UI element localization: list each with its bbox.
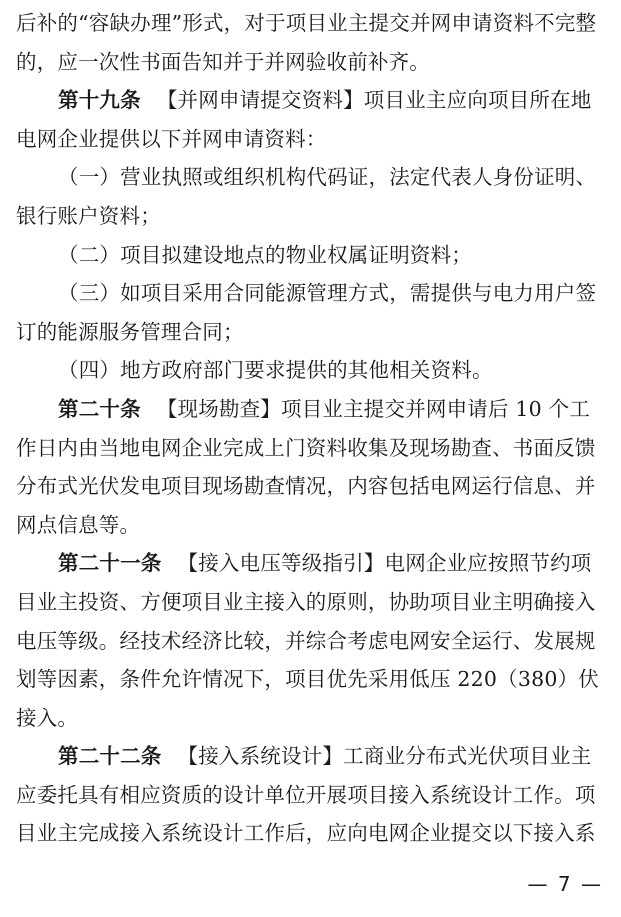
article-19-heading	[16, 81, 606, 120]
article-22-heading	[16, 737, 606, 776]
paragraph-line: 后补的“容缺办理”形式，对于项目业主提交并网申请资料不完整	[16, 11, 597, 35]
paragraph-line: 目业主完成接入系统设计工作后，应向电网企业提交以下接入系	[16, 821, 596, 846]
list-item: （二）项目拟建设地点的物业权属证明资料；	[58, 242, 472, 267]
article-21-heading	[16, 544, 606, 583]
article-text: 【现场勘查】项目业主提交并网申请后 10 个工	[156, 396, 591, 421]
document-page	[16, 4, 606, 853]
paragraph-line: 目业主投资、方便项目业主接入的原则，协助项目业主明确接入	[16, 589, 596, 614]
article-20-heading	[16, 390, 606, 429]
paragraph-line: 接入。	[16, 705, 79, 730]
paragraph-line: 作日内由当地电网企业完成上门资料收集及现场勘查、书面反馈	[16, 435, 596, 460]
article-text: 【并网申请提交资料】项目业主应向项目所在地	[156, 88, 592, 113]
paragraph-line: 的，应一次性书面告知并于并网验收前补齐。	[16, 49, 430, 74]
article-number: 第十九条	[58, 88, 141, 113]
list-item-continuation: 银行账户资料；	[16, 203, 161, 228]
paragraph-line: 应委托具有相应资质的设计单位开展项目接入系统设计工作。项	[16, 782, 596, 807]
list-item: （一）营业执照或组织机构代码证，法定代表人身份证明、	[58, 165, 597, 190]
paragraph-line: 分布式光伏发电项目现场勘查情况，内容包括电网运行信息、并	[16, 474, 596, 499]
list-item-continuation: 订的能源服务管理合同；	[16, 319, 244, 344]
article-number: 第二十二条	[58, 744, 162, 769]
paragraph-line: 网点信息等。	[16, 512, 141, 537]
paragraph-line: 划等因素，条件允许情况下，项目优先采用低压 220（380）伏	[16, 667, 599, 692]
article-number: 第二十一条	[58, 551, 162, 576]
list-item: （四）地方政府部门要求提供的其他相关资料。	[58, 358, 493, 383]
list-item: （三）如项目采用合同能源管理方式，需提供与电力用户签	[58, 281, 597, 306]
paragraph-line: 电网企业提供以下并网申请资料：	[16, 126, 327, 151]
paragraph-line: 电压等级。经技术经济比较，并综合考虑电网安全运行、发展规	[16, 628, 596, 653]
article-text: 【接入系统设计】工商业分布式光伏项目业主	[177, 744, 592, 769]
page-number: — 7 —	[527, 872, 603, 896]
article-text: 【接入电压等级指引】电网企业应按照节约项	[177, 551, 592, 576]
article-number: 第二十条	[58, 396, 141, 421]
